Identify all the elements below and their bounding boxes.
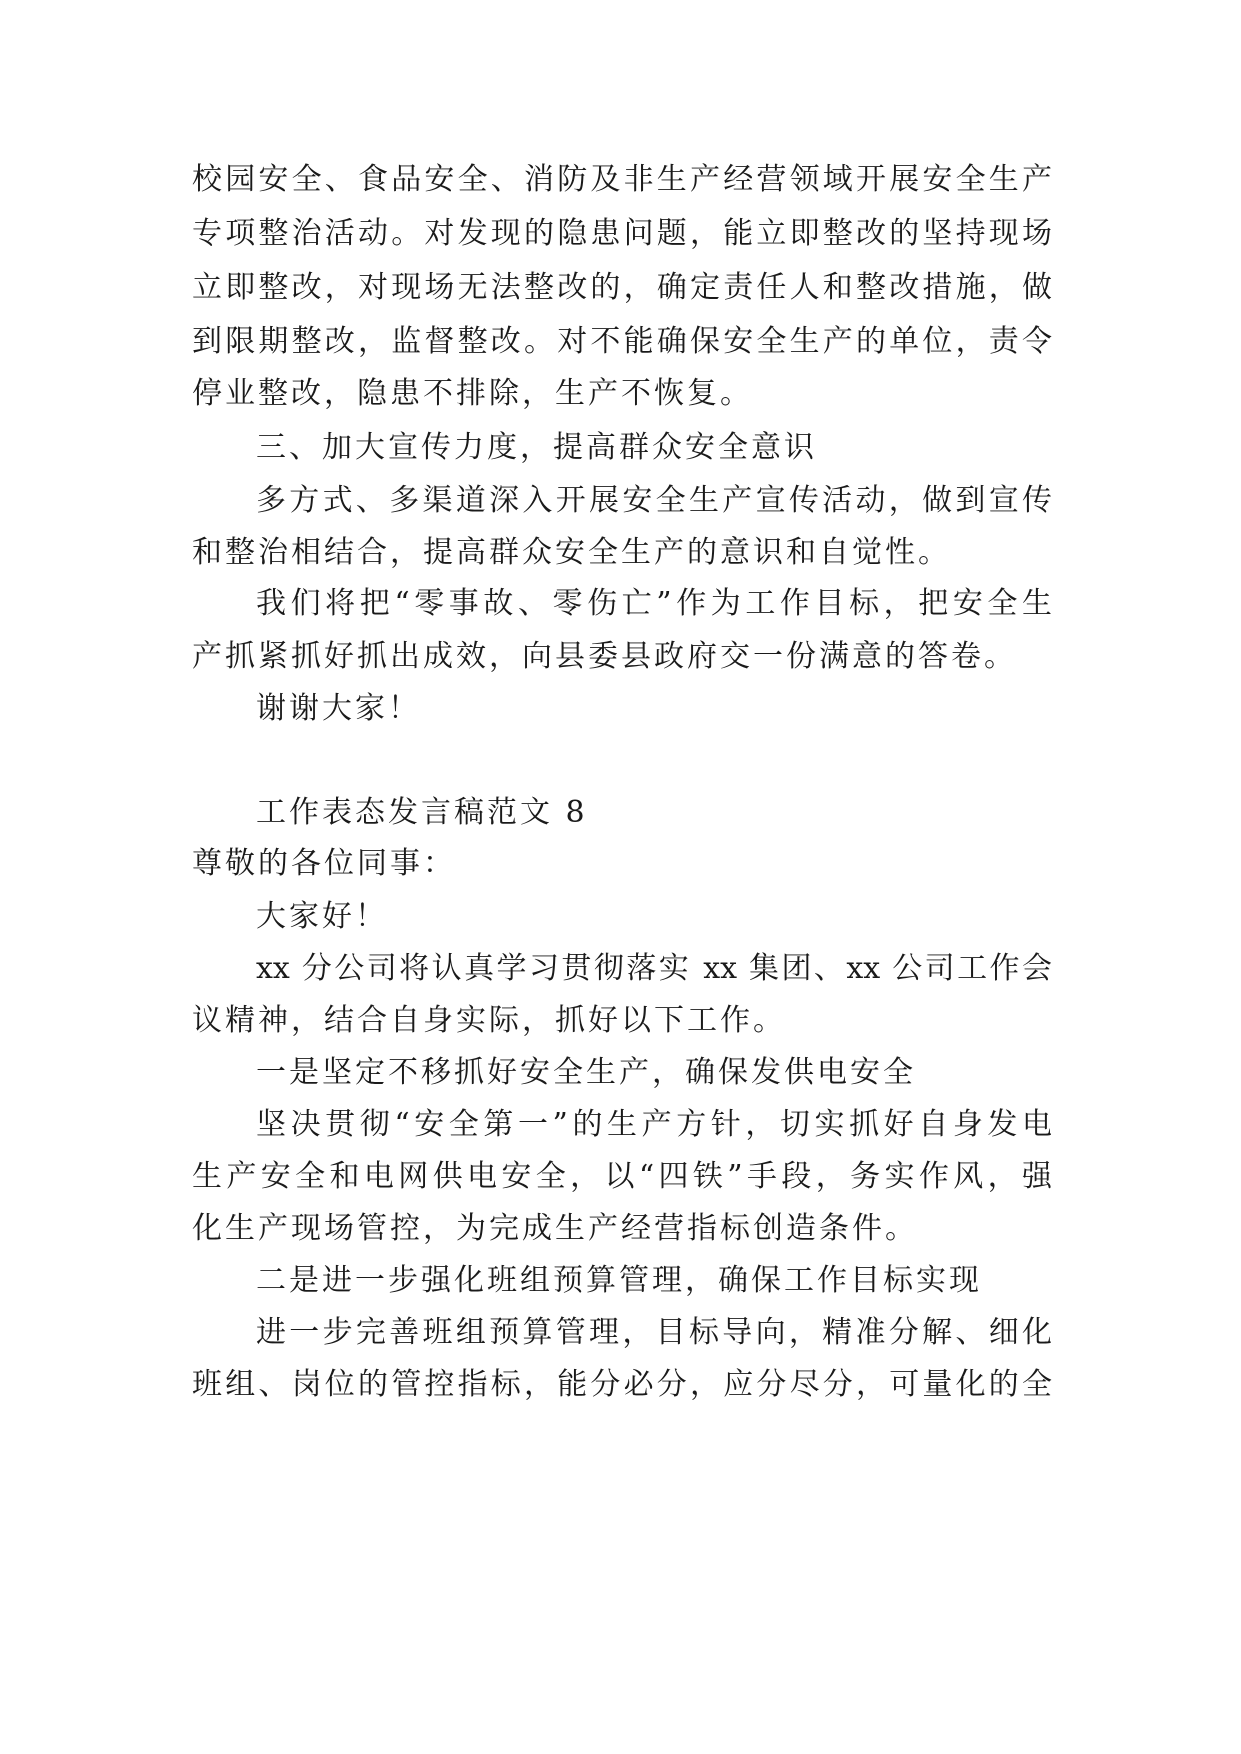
closing-line: 谢谢大家！	[256, 691, 421, 726]
text-line: 班组、岗位的管控指标，能分必分，应分尽分，可量化的全	[192, 1367, 1052, 1402]
text-line: 和整治相结合，提高群众安全生产的意识和自觉性。	[192, 535, 951, 570]
text-line: 我们将把“零事故、零伤亡”作为工作目标，把安全生	[256, 586, 1052, 621]
text-line: 议精神，结合自身实际，抓好以下工作。	[192, 1003, 786, 1038]
text-line: 到限期整改，监督整改。对不能确保安全生产的单位，责令	[192, 324, 1052, 359]
text-line: 坚决贯彻“安全第一”的生产方针，切实抓好自身发电	[256, 1107, 1052, 1142]
text-line: 校园安全、食品安全、消防及非生产经营领域开展安全生产	[192, 162, 1052, 197]
salutation: 尊敬的各位同事：	[192, 846, 456, 881]
article-title: 工作表态发言稿范文 8	[256, 795, 588, 830]
text-line: 停业整改，隐患不排除，生产不恢复。	[192, 376, 753, 411]
text-line: 多方式、多渠道深入开展安全生产宣传活动，做到宣传	[256, 483, 1052, 518]
text-line: 立即整改，对现场无法整改的，确定责任人和整改措施，做	[192, 270, 1052, 305]
text-line: xx 分公司将认真学习贯彻落实 xx 集团、xx 公司工作会	[256, 951, 1052, 986]
section-heading: 二是进一步强化班组预算管理，确保工作目标实现	[256, 1263, 982, 1298]
text-line: 进一步完善班组预算管理，目标导向，精准分解、细化	[256, 1315, 1052, 1350]
text-line: 化生产现场管控，为完成生产经营指标创造条件。	[192, 1211, 918, 1246]
text-line: 产抓紧抓好抓出成效，向县委县政府交一份满意的答卷。	[192, 639, 1017, 674]
text-line: 生产安全和电网供电安全，以“四铁”手段，务实作风，强	[192, 1159, 1052, 1194]
section-heading: 三、加大宣传力度，提高群众安全意识	[256, 430, 817, 465]
greeting: 大家好！	[256, 899, 388, 934]
text-line: 专项整治活动。对发现的隐患问题，能立即整改的坚持现场	[192, 216, 1052, 251]
section-heading: 一是坚定不移抓好安全生产，确保发供电安全	[256, 1055, 916, 1090]
